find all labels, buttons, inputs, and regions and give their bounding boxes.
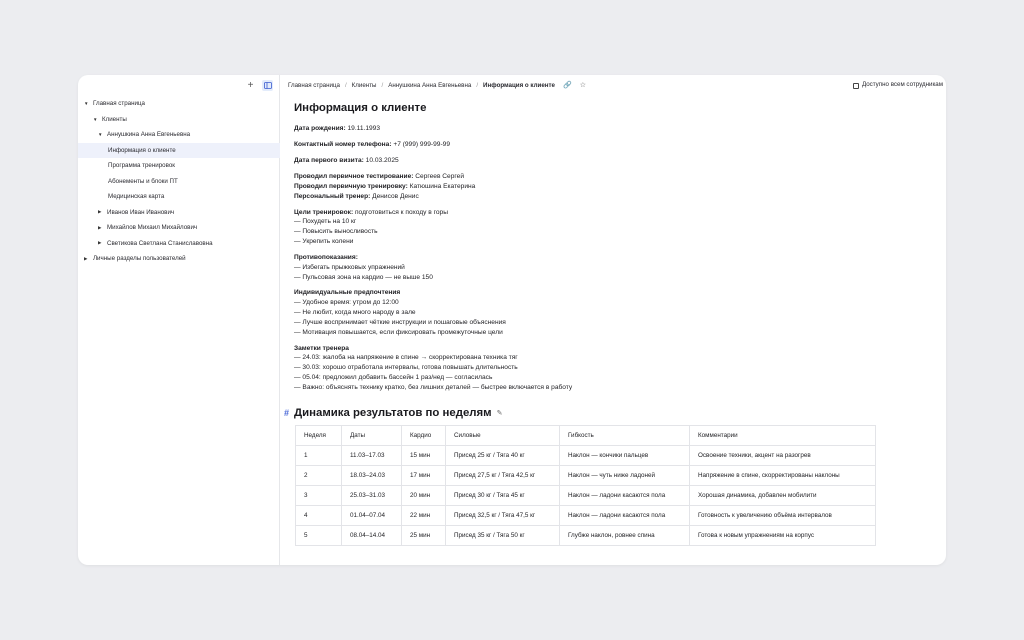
info-value: Катюшина Екатерина: [407, 182, 476, 190]
sidebar-item[interactable]: [78, 189, 280, 205]
info-value: — Повысить выносливость: [294, 228, 378, 236]
info-value: — Лучше воспринимает чёткие инструкции и пошаговые объяснения: [294, 318, 506, 326]
info-value: — 24.03: жалоба на напряжение в спине → скорректирована техника тяг: [294, 354, 518, 362]
sidebar-item-label: Личные разделы пользователей: [93, 255, 186, 263]
lock-icon: [853, 83, 859, 89]
info-line: [294, 156, 946, 166]
table-header-cell: Даты: [342, 425, 402, 445]
breadcrumb-item[interactable]: Аннушкина Анна Евгеньевна: [388, 81, 472, 89]
breadcrumb-separator: /: [381, 81, 384, 89]
breadcrumb: [280, 75, 946, 95]
info-line: [294, 237, 946, 247]
sidebar-item-label: Медицинская карта: [108, 193, 165, 201]
table-cell: Присед 35 кг / Тяга 50 кг: [446, 525, 560, 545]
breadcrumb-item[interactable]: Главная страница: [288, 81, 340, 89]
info-value: — Укрепить колени: [294, 237, 354, 245]
section-title: Динамика результатов по неделям: [294, 406, 492, 419]
info-key: Персональный тренер:: [294, 192, 371, 200]
sidebar-item-label: Программа тренировок: [108, 162, 175, 170]
info-line: [294, 328, 946, 338]
table-cell: 17 мин: [402, 465, 446, 485]
access-label: Доступно всем сотрудникам: [861, 81, 943, 88]
edit-pencil-icon[interactable]: ✎: [496, 409, 503, 417]
table-cell: Наклон — ладони касаются пола: [560, 505, 690, 525]
info-line: [294, 227, 946, 237]
sidebar-item-label: Главная страница: [93, 100, 145, 108]
sidebar-item-label: Аннушкина Анна Евгеньевна: [107, 131, 191, 139]
table-cell: 2: [296, 465, 342, 485]
spacer: [294, 393, 946, 399]
table-cell: 4: [296, 505, 342, 525]
table-cell: Освоение техники, акцент на разогрев: [690, 445, 876, 465]
info-line: [294, 373, 946, 383]
chevron-right-icon[interactable]: ▶: [98, 209, 102, 215]
info-key: Заметки тренера: [294, 344, 349, 352]
sidebar-item-label: Михайлов Михаил Михайлович: [107, 224, 198, 232]
info-line: [294, 298, 946, 308]
chevron-right-icon[interactable]: ▶: [84, 255, 88, 261]
table-cell: Готовность к увеличению объёма интервалов: [690, 505, 876, 525]
info-value: подготовиться к походу в горы: [353, 208, 448, 216]
info-line: [294, 192, 946, 202]
chevron-down-icon[interactable]: ▼: [98, 132, 103, 138]
link-icon[interactable]: 🔗: [562, 82, 572, 89]
info-value: Сергеев Сергей: [413, 172, 465, 180]
info-key: Противопоказания:: [294, 253, 358, 261]
sidebar-item[interactable]: [78, 96, 280, 112]
info-value: — Похудеть на 10 кг: [294, 218, 357, 226]
info-line: [294, 172, 946, 182]
main-area: [280, 75, 946, 565]
info-value: 19.11.1993: [345, 125, 381, 132]
app-window: [78, 75, 946, 565]
info-line: [294, 308, 946, 318]
table-cell: 25 мин: [402, 525, 446, 545]
results-table: [295, 425, 876, 546]
sidebar-item-label: Светикова Светлана Станиславовна: [107, 239, 213, 247]
client-info: [294, 124, 946, 399]
table-cell: 25.03–31.03: [342, 485, 402, 505]
chevron-down-icon[interactable]: ▼: [93, 116, 98, 122]
info-line: [294, 363, 946, 373]
table-cell: Присед 25 кг / Тяга 40 кг: [446, 445, 560, 465]
sidebar-item[interactable]: [78, 236, 280, 252]
table-cell: 3: [296, 485, 342, 505]
toggle-sidebar-icon[interactable]: [262, 80, 273, 91]
sidebar-item[interactable]: [78, 220, 280, 236]
table-cell: 08.04–14.04: [342, 525, 402, 545]
info-value: +7 (999) 999-99-99: [391, 140, 450, 148]
sidebar-item[interactable]: [78, 174, 280, 190]
info-key: Цели тренировок:: [294, 208, 354, 216]
info-value: — Важно: объяснять технику кратко, без лишних деталей — быстрее включается в работу: [294, 383, 573, 391]
table-cell: 11.03–17.03: [342, 445, 402, 465]
table-cell: Хорошая динамика, добавлен мобилити: [690, 485, 876, 505]
info-line: [294, 140, 946, 150]
table-cell: Готова к новым упражнениям на корпус: [690, 525, 876, 545]
table-cell: 01.04–07.04: [342, 505, 402, 525]
breadcrumb-separator: /: [344, 81, 347, 89]
table-cell: 22 мин: [402, 505, 446, 525]
page-tree: [78, 96, 280, 267]
info-line: [294, 318, 946, 328]
info-line: [294, 217, 946, 227]
sidebar-item-label: Информация о клиенте: [108, 146, 176, 154]
table-cell: Наклон — кончики пальцев: [560, 445, 690, 465]
table-row: [296, 445, 876, 465]
info-key: Дата первого визита:: [294, 156, 364, 164]
table-header-row: [296, 425, 876, 445]
table-cell: Присед 27,5 кг / Тяга 42,5 кг: [446, 465, 560, 485]
sidebar-item[interactable]: [78, 112, 280, 128]
info-key: Контактный номер телефона:: [294, 140, 392, 148]
info-line: [294, 288, 946, 298]
sidebar-item[interactable]: [78, 251, 280, 267]
table-header-cell: Силовые: [446, 425, 560, 445]
table-cell: 20 мин: [402, 485, 446, 505]
info-value: — Избегать прыжковых упражнений: [294, 263, 405, 271]
sidebar-item[interactable]: [78, 205, 280, 221]
info-value: 10.03.2025: [363, 156, 399, 164]
table-row: [296, 465, 876, 485]
info-line: [294, 383, 946, 393]
info-line: [294, 124, 946, 134]
table-header-cell: Комментарии: [690, 425, 876, 445]
info-key: Дата рождения:: [294, 125, 346, 132]
breadcrumb-item[interactable]: Клиенты: [351, 81, 377, 89]
info-value: — Пульсовая зона на кардио — не выше 150: [294, 273, 433, 281]
table-cell: Присед 32,5 кг / Тяга 47,5 кг: [446, 505, 560, 525]
info-line: [294, 353, 946, 363]
table-cell: Наклон — ладони касаются пола: [560, 485, 690, 505]
chevron-down-icon[interactable]: ▼: [84, 101, 89, 107]
info-value: Денисов Денис: [370, 192, 419, 200]
info-line: [294, 273, 946, 283]
info-key: Проводил первичное тестирование:: [294, 172, 414, 180]
sidebar-item[interactable]: [78, 143, 280, 159]
table-row: [296, 505, 876, 525]
table-cell: Присед 30 кг / Тяга 45 кг: [446, 485, 560, 505]
sidebar-item[interactable]: [78, 127, 280, 143]
section-header: [284, 406, 946, 419]
info-key: Проводил первичную тренировку:: [294, 182, 408, 190]
table-header-cell: Неделя: [296, 425, 342, 445]
info-line: [294, 263, 946, 273]
page-title: Информация о клиенте: [294, 102, 427, 114]
table-cell: 5: [296, 525, 342, 545]
add-page-icon[interactable]: +: [247, 79, 254, 91]
table-header-cell: Кардио: [402, 425, 446, 445]
chevron-right-icon[interactable]: ▶: [98, 240, 102, 246]
table-cell: 15 мин: [402, 445, 446, 465]
anchor-icon[interactable]: #: [284, 407, 290, 418]
sidebar-item-label: Клиенты: [102, 115, 127, 123]
info-line: [294, 344, 946, 354]
sidebar: [78, 75, 280, 565]
chevron-right-icon[interactable]: ▶: [98, 224, 102, 230]
info-value: — Удобное время: утром до 12:00: [294, 299, 399, 307]
info-line: [294, 208, 946, 218]
table-header-cell: Гибкость: [560, 425, 690, 445]
info-key: Индивидуальные предпочтения: [294, 289, 401, 297]
table-row: [296, 485, 876, 505]
page-content: [284, 102, 946, 546]
sidebar-item[interactable]: [78, 158, 280, 174]
info-line: [294, 182, 946, 192]
info-value: — 30.03: хорошо отработала интервалы, готова повышать длительность: [294, 364, 518, 372]
sidebar-item-label: Иванов Иван Иванович: [107, 208, 175, 216]
sidebar-toolbar: [78, 75, 279, 95]
table-cell: Глубже наклон, ровнее спина: [560, 525, 690, 545]
breadcrumb-item[interactable]: Информация о клиенте: [483, 81, 555, 89]
access-indicator[interactable]: [853, 81, 943, 88]
info-value: — 05.04: предложил добавить бассейн 1 раз/нед — согласилась: [294, 374, 493, 382]
table-cell: Напряжение в спине, скорректированы наклоны: [690, 465, 876, 485]
info-line: [294, 253, 946, 263]
table-cell: 18.03–24.03: [342, 465, 402, 485]
info-value: — Не любит, когда много народу в зале: [294, 309, 416, 317]
info-value: — Мотивация повышается, если фиксировать промежуточные цели: [294, 328, 503, 336]
sidebar-item-label: Абонементы и блоки ПТ: [108, 177, 178, 185]
breadcrumb-separator: /: [476, 81, 479, 89]
table-cell: 1: [296, 445, 342, 465]
table-row: [296, 525, 876, 545]
table-cell: Наклон — чуть ниже ладоней: [560, 465, 690, 485]
star-icon[interactable]: ☆: [579, 82, 586, 89]
